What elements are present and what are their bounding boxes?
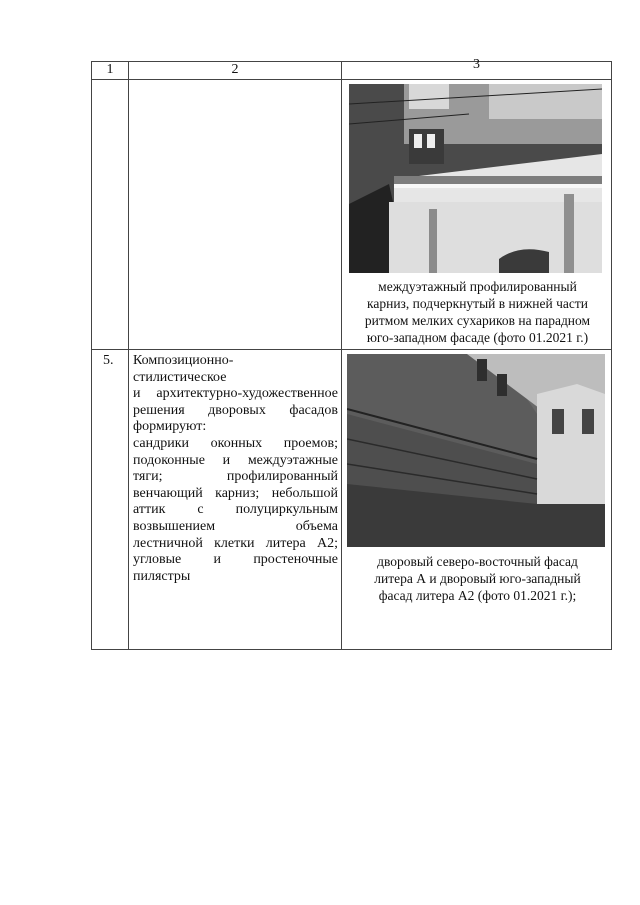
description-line: аттик с полуциркульным (133, 502, 338, 518)
description-line: подоконные и междуэтажные (133, 452, 338, 468)
description-line: пилястры (133, 568, 191, 584)
description-line: возвышением объема (133, 518, 338, 534)
caption-line: юго-западном фасаде (фото 01.2021 г.) (366, 330, 589, 345)
header-label-3: 3 (473, 57, 480, 72)
description-line: формируют: (133, 419, 207, 435)
caption-line: междуэтажный профилированный (378, 279, 577, 294)
row-5-description-cell (128, 349, 342, 650)
row-prev-description-cell (128, 79, 342, 350)
header-label-2: 2 (231, 62, 239, 77)
row-5-photo-cell (341, 349, 612, 650)
caption-line: ритмом мелких сухариков на парадном (364, 313, 591, 328)
header-cell-2 (128, 61, 342, 80)
caption-line: карниз, подчеркнутый в нижней части (367, 296, 588, 311)
header-cell-1 (91, 61, 129, 80)
cornice-photo (349, 84, 602, 273)
description-line: Композиционно- (133, 353, 234, 368)
description-line: угловые и простеночные (133, 552, 338, 568)
facade-description (133, 353, 338, 585)
description-line: и архитектурно-художественное (133, 386, 338, 402)
row-prev-photo-cell (341, 79, 612, 350)
description-line: сандрики оконных проемов; (133, 435, 338, 451)
header-label-1: 1 (106, 62, 114, 77)
description-line: лестничной клетки литера А2; (133, 535, 338, 551)
row-number: 5. (103, 353, 114, 368)
row-5-number-cell (91, 349, 129, 650)
row-prev-number-cell (91, 79, 129, 350)
description-line: решения дворовых фасадов (133, 402, 338, 418)
cornice-photo-caption (344, 278, 611, 346)
caption-line: литера А и дворовый юго-западный (374, 571, 581, 586)
description-line: стилистическое (133, 369, 227, 385)
header-cell-3 (341, 57, 612, 80)
caption-line: фасад литера А2 (фото 01.2021 г.); (378, 588, 577, 603)
description-line: тяги; профилированный (133, 469, 338, 485)
description-line: венчающий карниз; небольшой (133, 485, 338, 501)
courtyard-photo-caption (344, 553, 611, 604)
courtyard-facade-photo (347, 354, 605, 547)
caption-line: дворовый северо-восточный фасад (377, 554, 578, 569)
